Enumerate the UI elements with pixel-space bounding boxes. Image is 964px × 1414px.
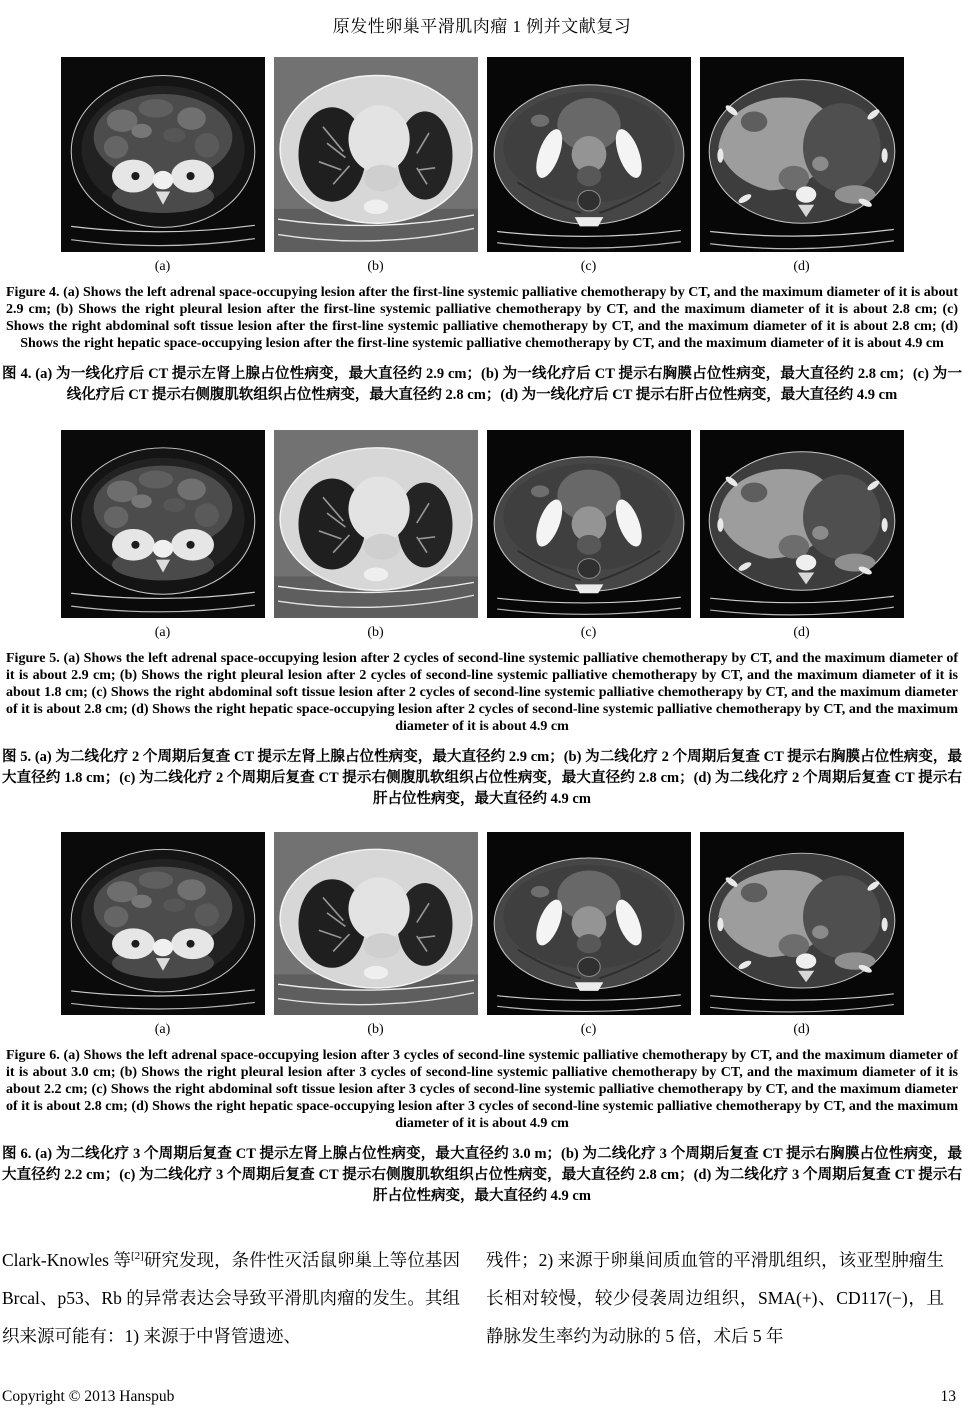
figure-5-block bbox=[0, 430, 964, 810]
liver-ct-image bbox=[700, 430, 904, 618]
figure-5-caption-en: Figure 5. (a) Shows the left adrenal space-occupying lesion after 2 cycles of second-line systemic palliative chemotherapy by CT, and the maximum diameter of it is about 2.9 cm; (b) Shows the right pleural lesion after 2 cycles of second-line systemic palliative chemotherapy by CT, and the maximum diameter of it is about 1.8 cm; (c) Shows the right abdominal soft tissue lesion after 2 cycles of second-line systemic palliative chemotherapy by CT, and the maximum diameter of it is about 2.8 cm; (d) Shows the right hepatic space-occupying lesion after 2 cycles of second-line systemic palliative chemotherapy by CT, and the maximum diameter of it is about 4.9 cm bbox=[6, 651, 958, 734]
subfigure-label-d: (d) bbox=[793, 1022, 810, 1037]
reference-marker: [2] bbox=[130, 1249, 144, 1262]
abdominal-ct-image bbox=[61, 57, 265, 252]
figure-4d bbox=[700, 57, 904, 275]
subfigure-label-c: (c) bbox=[580, 625, 597, 640]
lung-ct-image bbox=[274, 832, 478, 1015]
figure-6a bbox=[61, 832, 265, 1038]
figure-6-caption-en: Figure 6. (a) Shows the left adrenal space-occupying lesion after 3 cycles of second-line systemic palliative chemotherapy by CT, and the maximum diameter of it is about 3.0 cm; (b) Shows the right pleural lesion after 3 cycles of second-line systemic palliative chemotherapy by CT, and the maximum diameter of it is about 2.2 cm; (c) Shows the right abdominal soft tissue lesion after 3 cycles of second-line systemic palliative chemotherapy by CT, and the maximum diameter of it is about 2.8 cm; (d) Shows the right hepatic space-occupying lesion after 3 cycles of second-line systemic palliative chemotherapy by CT, and the maximum diameter of it is about 4.9 cm bbox=[6, 1048, 958, 1131]
subfigure-label-b: (b) bbox=[367, 259, 384, 274]
page-title: 原发性卵巢平滑肌肉瘤 1 例并文献复习 bbox=[332, 17, 632, 36]
body-left-column bbox=[2, 1241, 460, 1355]
subfigure-label-b: (b) bbox=[367, 625, 384, 640]
figure-5a bbox=[61, 430, 265, 641]
liver-ct-image bbox=[700, 832, 904, 1015]
figure-5-caption-zh: 图 5. (a) 为二线化疗 2 个周期后复查 CT 提示左肾上腺占位性病变，最大直径约 2.9 cm；(b) 为二线化疗 2 个周期后复查 CT 提示右胸膜占位性病变，最大直径约 1.8 cm；(c) 为二线化疗 2 个周期后复查 CT 提示右侧腹肌软组织占位性病变，最大直径约 2.8 cm；(d) 为二线化疗 2 个周期后复查 CT 提示右肝占位性病变，最大直径约 4.9 cm bbox=[2, 749, 962, 807]
body-right-column: 残件；2) 来源于卵巢间质血管的平滑肌组织，该亚型肿瘤生长相对较慢，较少侵袭周边组织，SMA(+)、CD117(−)，且静脉发生率约为动脉的 5 倍，术后 5 年 bbox=[486, 1249, 944, 1346]
pelvic-ct-image bbox=[487, 832, 691, 1015]
subfigure-label-c: (c) bbox=[580, 259, 597, 274]
figure-5-image-row bbox=[0, 430, 964, 641]
body-left-text: Clark-Knowles 等 bbox=[2, 1249, 131, 1270]
subfigure-label-a: (a) bbox=[154, 259, 171, 274]
liver-ct-image bbox=[700, 57, 904, 252]
subfigure-label-a: (a) bbox=[154, 625, 171, 640]
subfigure-label-b: (b) bbox=[367, 1022, 384, 1037]
figure-4b bbox=[274, 57, 478, 275]
lung-ct-image bbox=[274, 430, 478, 618]
pelvic-ct-image bbox=[487, 57, 691, 252]
figure-5c bbox=[487, 430, 691, 641]
abdominal-ct-image bbox=[61, 430, 265, 618]
subfigure-label-a: (a) bbox=[154, 1022, 171, 1037]
abdominal-ct-image bbox=[61, 832, 265, 1015]
figure-4-caption-zh: 图 4. (a) 为一线化疗后 CT 提示左肾上腺占位性病变，最大直径约 2.9 cm；(b) 为一线化疗后 CT 提示右胸膜占位性病变，最大直径约 2.8 cm；(c) 为一线化疗后 CT 提示右侧腹肌软组织占位性病变，最大直径约 2.8 cm；(d) 为一线化疗后 CT 提示右肝占位性病变，最大直径约 4.9 cm bbox=[2, 366, 962, 403]
figure-6-caption-zh: 图 6. (a) 为二线化疗 3 个周期后复查 CT 提示左肾上腺占位性病变，最大直径约 3.0 m；(b) 为二线化疗 3 个周期后复查 CT 提示右胸膜占位性病变，最大直径约 2.2 cm；(c) 为二线化疗 3 个周期后复查 CT 提示右侧腹肌软组织占位性病变，最大直径约 2.8 cm；(d) 为二线化疗 3 个周期后复查 CT 提示右肝占位性病变，最大直径约 4.9 cm bbox=[2, 1146, 962, 1204]
page-number: 13 bbox=[940, 1388, 956, 1405]
body-left-text-cont: 研究发现，条件性灭活鼠卵巢上等位基因 Brcal、p53、Rb 的异常表达会导致平滑肌肉瘤的发生。其组织来源可能有：1) 来源于中肾管遗迹、 bbox=[2, 1249, 460, 1346]
figure-5d bbox=[700, 430, 904, 641]
figure-4-image-row bbox=[0, 57, 964, 275]
lung-ct-image bbox=[274, 57, 478, 252]
figure-6c bbox=[487, 832, 691, 1038]
pelvic-ct-image bbox=[487, 430, 691, 618]
subfigure-label-d: (d) bbox=[793, 259, 810, 274]
subfigure-label-d: (d) bbox=[793, 625, 810, 640]
figure-6d bbox=[700, 832, 904, 1038]
figure-4-caption-en: Figure 4. (a) Shows the left adrenal space-occupying lesion after the first-line systemic palliative chemotherapy by CT, and the maximum diameter of it is about 2.9 cm; (b) Shows the right pleural lesion after the first-line systemic palliative chemotherapy by CT, and the maximum diameter of it is about 2.8 cm; (c) Shows the right abdominal soft tissue lesion after the first-line systemic palliative chemotherapy by CT, and the maximum diameter of it is about 2.8 cm; (d) Shows the right hepatic space-occupying lesion after the first-line systemic palliative chemotherapy by CT, and the maximum diameter of it is about 4.9 cm bbox=[6, 285, 958, 351]
page-footer bbox=[2, 1388, 956, 1406]
figure-6-block bbox=[0, 832, 964, 1207]
figure-5b bbox=[274, 430, 478, 641]
figure-6b bbox=[274, 832, 478, 1038]
figure-4a bbox=[61, 57, 265, 275]
subfigure-label-c: (c) bbox=[580, 1022, 597, 1037]
copyright-text: Copyright © 2013 Hanspub bbox=[2, 1388, 175, 1405]
figure-4-block bbox=[0, 57, 964, 406]
body-text bbox=[2, 1223, 962, 1372]
figure-4c bbox=[487, 57, 691, 275]
figure-6-image-row bbox=[0, 832, 964, 1038]
